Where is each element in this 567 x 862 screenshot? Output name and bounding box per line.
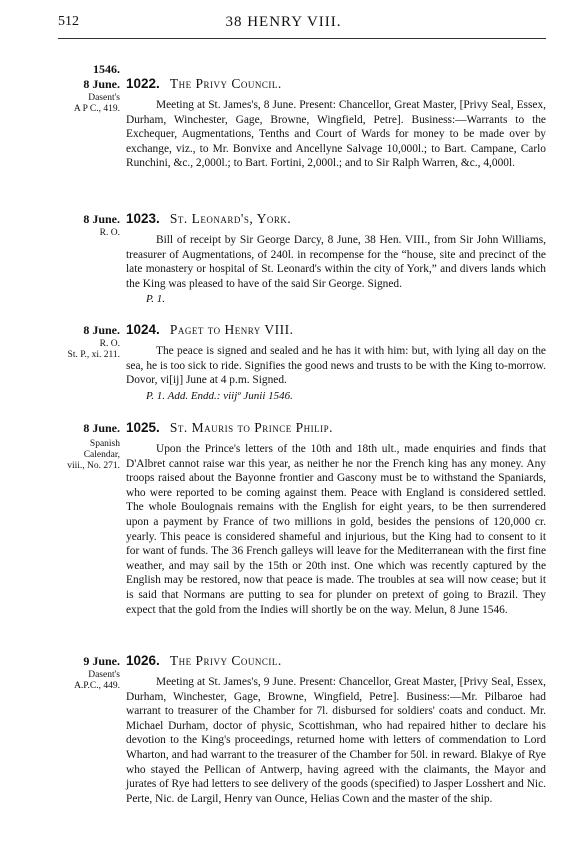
source-line: Calendar, bbox=[83, 450, 120, 460]
entry-body: The peace is signed and sealed and he has it with him: but, with lying all day on the sea, he is too sick to ride. Signifies the good news and trusts to be with the King to-morrow. Dovor, vi[ij] June at 4 p.m. Signed. bbox=[126, 345, 546, 387]
entry-date: 8 June. bbox=[83, 323, 120, 337]
source-line: Spanish bbox=[89, 439, 120, 449]
source-line: St. P., xi. 211. bbox=[67, 350, 120, 360]
source-line: R. O. bbox=[99, 339, 120, 349]
source-line: Dasent's bbox=[88, 670, 120, 680]
entry-body: Upon the Prince's letters of the 10th and 18th ult., made enquiries and finds that D'Albret cannot raise war this year, as neither he nor the French king has any money. Any troops raised about the Bayonne frontier and Gascony must be to withstand the Spaniards, who were reported to be coming against them. Peace with England is considered settled. The whole Boulognais remains with the English for eight years, to be then surrendered upon a payment by France of two millions in gold, besides the pensions of 120,000 cr. yearly. This peace is considered shameful and injurious, but the King had to consent to it for want of funds. The 36 French galleys will leave for the Mediterranean with the first fine weather, and may sail by the 15th or 20th inst. One which was recently captured by the English may be restored, now that peace is made. The troubles at sea will now cease; but it is said that Normans are putting to sea for plunder on pretext of going to Brazil. They expect that the gold from the Indies will shortly be on the way. Melun, 8 June 1546. bbox=[126, 443, 546, 616]
entry-title: The Privy Council. bbox=[169, 76, 282, 91]
entry-date: 8 June. bbox=[83, 421, 120, 435]
entry-title: St. Leonard's, York. bbox=[169, 211, 292, 226]
source-line: A P C., 419. bbox=[73, 104, 120, 114]
entry-note: P. 1. bbox=[146, 293, 166, 305]
page-number: 512 bbox=[58, 14, 79, 29]
entry-number: 1026. bbox=[126, 653, 160, 668]
entry-body: Meeting at St. James's, 8 June. Present: Chancellor, Great Master, [Privy Seal, Essex, Durham, Winchester, Gage, Browne, Wingfield, Petre]. Business:—Warrants to the Exchequer, Augmentations, Tenths and Court of Wards for money to be made over by exchange, viz., to Mr. Bonvixe and Ancellyne Salvage 10,000l.; to Bart. Campane, Carlo Runchini, &c., 2,000l.; to Bart. Fortini, 2,000l.; and to Sir Ralph Warren, &c., 4,000l. bbox=[126, 99, 546, 170]
entry-number: 1025. bbox=[126, 420, 160, 435]
entry-number: 1022. bbox=[126, 76, 160, 91]
entry-source bbox=[56, 439, 120, 472]
header-rule bbox=[58, 38, 546, 39]
entry-date: 9 June. bbox=[83, 654, 120, 668]
entry-heading bbox=[126, 420, 333, 436]
entry-heading bbox=[126, 653, 282, 669]
entry-year: 1546. bbox=[93, 62, 120, 76]
page-header bbox=[0, 14, 567, 34]
entry-date: 8 June. bbox=[83, 77, 120, 91]
source-line: R. O. bbox=[99, 228, 120, 238]
entry-source bbox=[56, 228, 120, 239]
source-line: Dasent's bbox=[88, 93, 120, 103]
entry-date: 8 June. bbox=[83, 212, 120, 226]
entry-number: 1024. bbox=[126, 322, 160, 337]
entry-body: Meeting at St. James's, 9 June. Present: Chancellor, Great Master, [Privy Seal, Essex, Durham, Winchester, Gage, Browne, Wingfield, Petre]. Business:—Mr. Pilbaroe had warrant to treasurer of the Chamber for 7l. disbursed for soldiers' coats and conduct. Mr. Michael Durham, doctor of physic, Scottishman, who had repaired hither to declare his devotion to the King's proceedings, returned home with letters of commendation to Lord Wharton, and had warrant to the treasurer of the Chamber for 50l. in reward. Blakye of Rye who stayed the Pellican of Antwerp, having agreed with the claimants, the Mayor and jurates of Rye had letters to see delivery of the goods (specified) to Jasper Losshert and Nic. Perte, Nic. de Largil, Henry van Ounce, Helias Cown and the master of the ship. bbox=[126, 676, 546, 805]
entry-title: Paget to Henry VIII. bbox=[169, 322, 294, 337]
running-title: 38 HENRY VIII. bbox=[225, 14, 342, 30]
entry-number: 1023. bbox=[126, 211, 160, 226]
entry-note: P. 1. Add. Endd.: viijº Junii 1546. bbox=[146, 390, 293, 402]
entry-source bbox=[56, 339, 120, 361]
entry-source bbox=[56, 93, 120, 115]
entry-heading bbox=[126, 76, 282, 92]
entry-title: The Privy Council. bbox=[169, 653, 282, 668]
entry-source bbox=[56, 670, 120, 692]
source-line: A.P.C., 449. bbox=[74, 681, 120, 691]
entry-heading bbox=[126, 211, 291, 227]
entry-title: St. Mauris to Prince Philip. bbox=[169, 420, 334, 435]
source-line: viii., No. 271. bbox=[67, 461, 120, 471]
entry-heading bbox=[126, 322, 294, 338]
entry-body: Bill of receipt by Sir George Darcy, 8 June, 38 Hen. VIII., from Sir John Williams, treasurer of Augmentations, of 240l. in recompense for the “house, site and precinct of the late monastery or hospital of St. Leonard's within the city of York,” and divers lands which the King was pleased to have of the said Sir George. Signed. bbox=[126, 234, 546, 290]
